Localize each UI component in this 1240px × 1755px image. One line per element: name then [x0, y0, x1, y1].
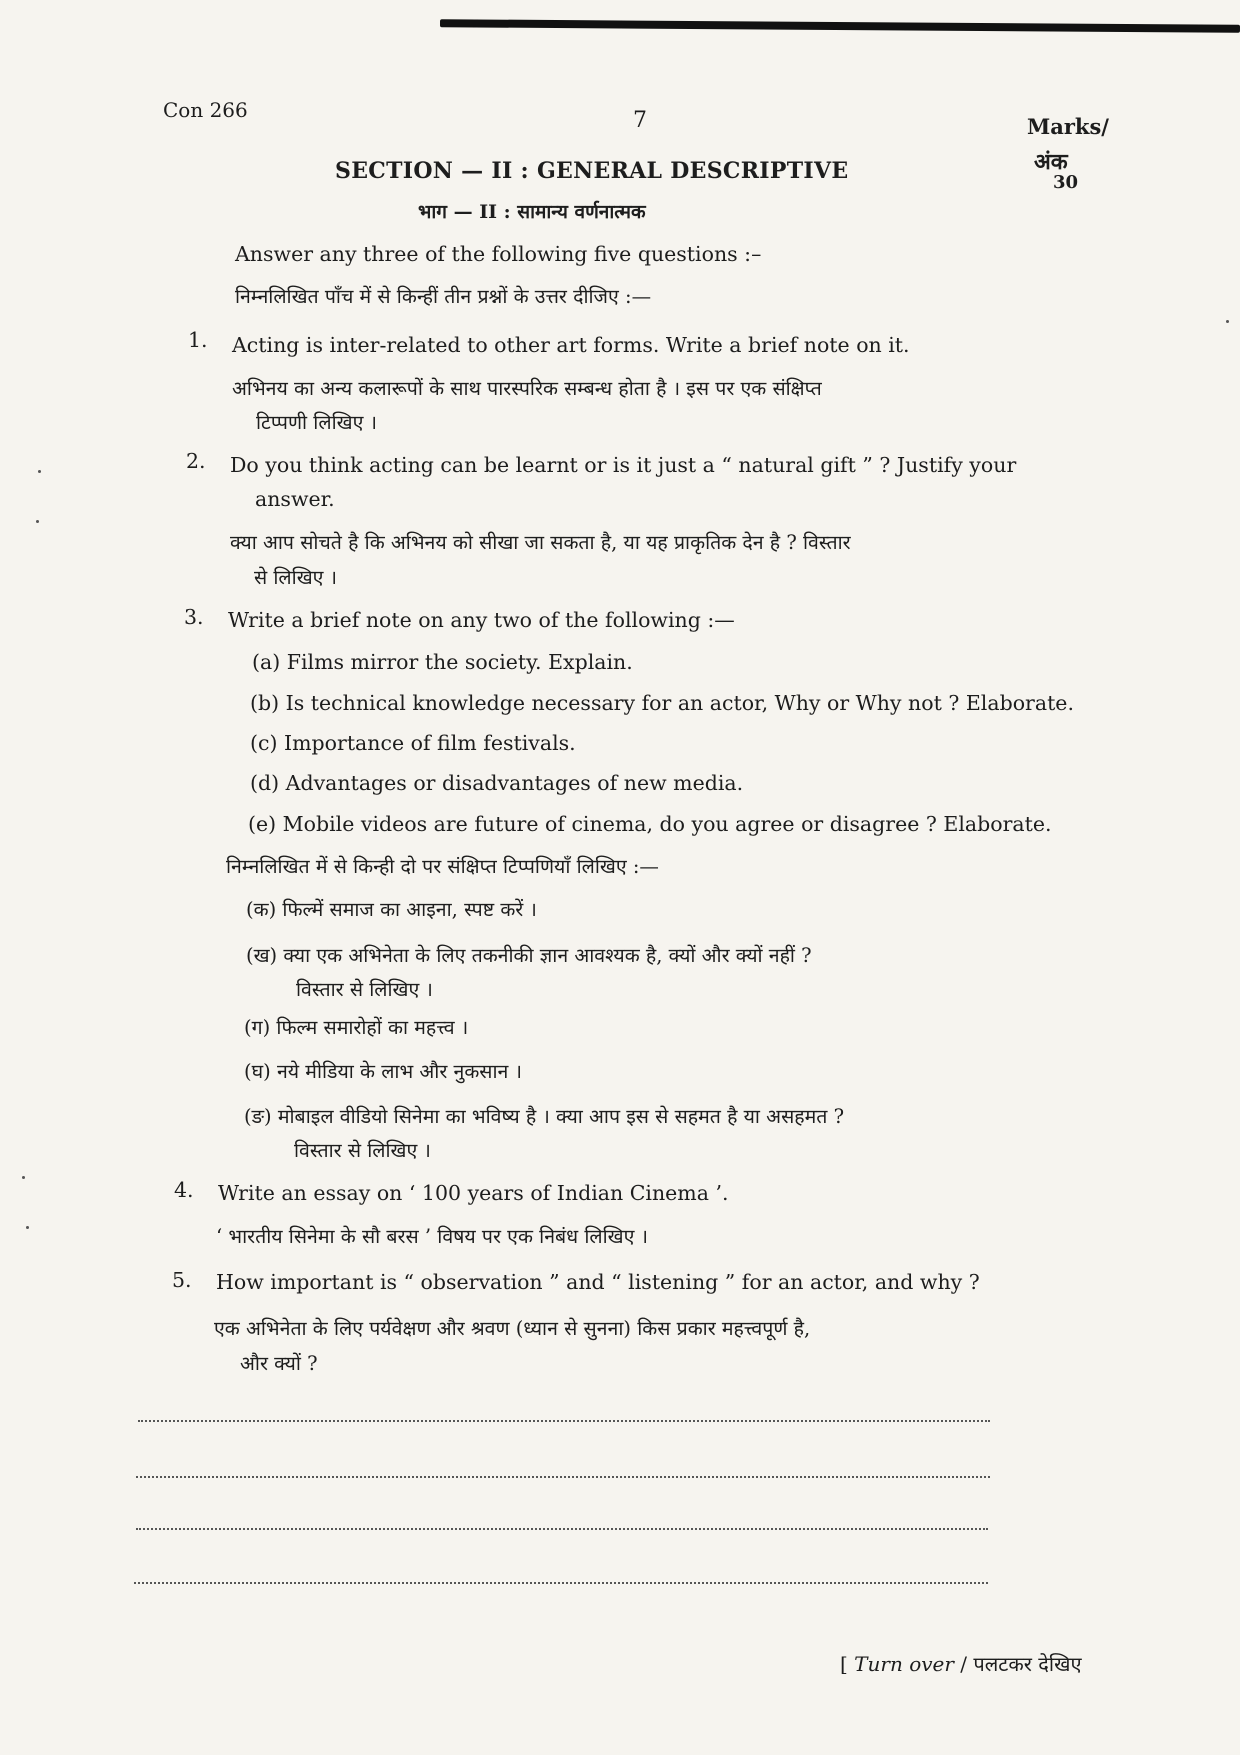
dotted-line	[136, 1528, 988, 1530]
option-text: Is technical knowledge necessary for an actor, Why or Why not ? Elaborate.	[285, 691, 1074, 715]
option-text: विस्तार से लिखिए ।	[296, 978, 433, 1001]
option-label: (e)	[248, 812, 277, 836]
option-text: Importance of film festivals.	[284, 731, 576, 755]
option-label: (क)	[246, 898, 277, 921]
question-text-hi: निम्नलिखित में से किन्ही दो पर संक्षिप्त टिप्पणियाँ लिखिए :—	[226, 855, 659, 878]
dotted-line	[138, 1420, 990, 1422]
question-number: 4.	[174, 1178, 194, 1202]
question-number: 1.	[188, 328, 208, 352]
question-text-hi: टिप्पणी लिखिए ।	[256, 411, 377, 434]
section-title: SECTION — II : GENERAL DESCRIPTIVE	[335, 158, 849, 184]
option-en	[250, 691, 1074, 715]
question-number: 2.	[186, 449, 206, 473]
scan-speck	[26, 1226, 29, 1229]
option-text: फिल्म समारोहों का महत्त्व ।	[276, 1016, 469, 1039]
dotted-line	[136, 1476, 990, 1478]
option-text: फिल्में समाज का आइना, स्पष्ट करें ।	[282, 898, 537, 921]
option-label: (ख)	[246, 944, 278, 967]
option-text: Advantages or disadvantages of new media.	[285, 771, 744, 795]
dotted-line	[134, 1582, 988, 1584]
top-rule	[440, 19, 1240, 33]
option-hi	[246, 941, 812, 968]
paper-code: Con 266	[163, 98, 248, 122]
scan-speck	[36, 520, 39, 523]
option-label: (c)	[250, 731, 278, 755]
question-text-en: answer.	[255, 487, 335, 511]
option-label: (घ)	[244, 1060, 271, 1083]
scan-speck	[22, 1176, 25, 1179]
option-label: (d)	[250, 771, 280, 795]
option-text: नये मीडिया के लाभ और नुकसान ।	[276, 1060, 522, 1083]
question-text-hi: एक अभिनेता के लिए पर्यवेक्षण और श्रवण (ध्यान से सुनना) किस प्रकार महत्त्वपूर्ण है,	[214, 1317, 811, 1340]
scan-speck	[1226, 320, 1229, 323]
instruction-hi: निम्नलिखित पाँच में से किन्हीं तीन प्रश्नों के उत्तर दीजिए :—	[235, 285, 652, 308]
option-hi	[244, 1013, 468, 1040]
question-text-en: Write an essay on ‘ 100 years of Indian Cinema ’.	[218, 1181, 729, 1205]
option-text: विस्तार से लिखिए ।	[294, 1139, 431, 1162]
question-text-hi: ‘ भारतीय सिनेमा के सौ बरस ’ विषय पर एक निबंध लिखिए ।	[216, 1225, 648, 1248]
turn-over-en: Turn over	[854, 1652, 954, 1676]
option-en	[250, 771, 743, 795]
instruction-en: Answer any three of the following five questions :–	[235, 242, 762, 266]
option-text: क्या एक अभिनेता के लिए तकनीकी ज्ञान आवश्यक है, क्यों और क्यों नहीं ?	[283, 944, 812, 967]
option-hi	[246, 895, 537, 922]
option-text: मोबाइल वीडियो सिनेमा का भविष्य है । क्या आप इस से सहमत है या असहमत ?	[277, 1105, 845, 1128]
scan-speck	[38, 470, 41, 473]
question-text-hi: से लिखिए ।	[254, 566, 338, 589]
option-en	[248, 812, 1051, 836]
option-hi	[244, 1102, 844, 1129]
question-text-en: Do you think acting can be learnt or is it just a “ natural gift ” ? Justify your	[230, 453, 1017, 477]
page-number: 7	[633, 108, 647, 133]
question-text-hi: क्या आप सोचते है कि अभिनय को सीखा जा सकता है, या यह प्राकृतिक देन है ? विस्तार	[230, 531, 851, 554]
section-title-hindi: भाग — II : सामान्य वर्णनात्मक	[418, 201, 646, 223]
option-en	[252, 650, 633, 674]
option-label: (b)	[250, 691, 280, 715]
question-text-hi: और क्यों ?	[240, 1352, 318, 1375]
option-label: (ग)	[244, 1016, 271, 1039]
question-text-en: Acting is inter-related to other art forms. Write a brief note on it.	[232, 333, 910, 357]
turn-over-note: [ Turn over / पलटकर देखिए	[840, 1652, 1082, 1676]
turn-over-hi: पलटकर देखिए	[973, 1652, 1082, 1676]
question-text-en: How important is “ observation ” and “ listening ” for an actor, and why ?	[216, 1270, 980, 1294]
option-label: (a)	[252, 650, 281, 674]
question-text-en: Write a brief note on any two of the following :—	[228, 608, 735, 632]
question-text-hi: अभिनय का अन्य कलारूपों के साथ पारस्परिक सम्बन्ध होता है । इस पर एक संक्षिप्त	[232, 377, 822, 400]
option-label: (ङ)	[244, 1105, 272, 1128]
marks-label: Marks/	[1027, 114, 1109, 139]
marks-value: 30	[1053, 172, 1079, 193]
question-number: 5.	[172, 1268, 192, 1292]
option-hi	[244, 1057, 522, 1084]
marks-label-hindi: अंक	[1034, 149, 1068, 175]
option-text: Mobile videos are future of cinema, do you agree or disagree ? Elaborate.	[282, 812, 1052, 836]
option-en	[250, 731, 576, 755]
option-text: Films mirror the society. Explain.	[286, 650, 633, 674]
question-number: 3.	[184, 605, 204, 629]
